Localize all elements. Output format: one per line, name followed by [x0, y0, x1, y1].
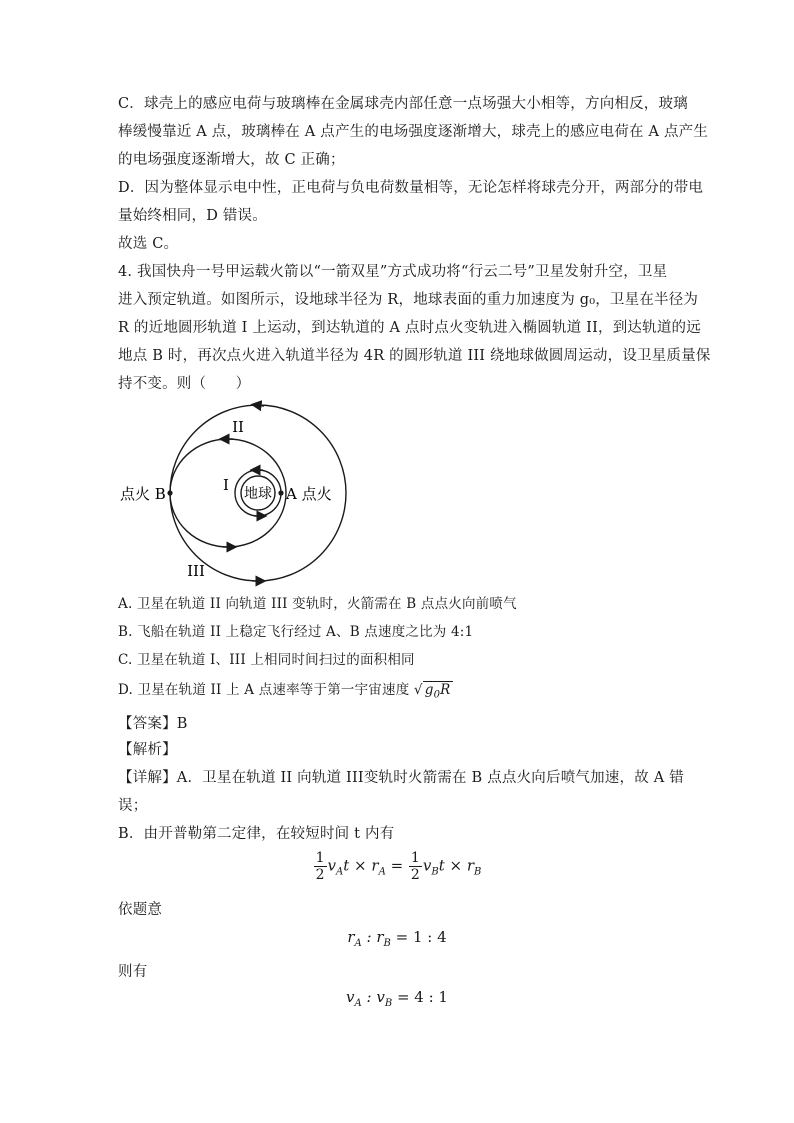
detail-line: 【详解】A．卫星在轨道 II 向轨道 III变轨时火箭需在 B 点点火向后喷气加速，故 A 错: [118, 770, 684, 786]
detail-line: 误；: [118, 798, 148, 814]
option-d-text: D. 卫星在轨道 II 上 A 点速率等于第一宇宙速度: [118, 682, 410, 698]
radius-ratio: $r_A$ : $r_B = 1$ : 4: [347, 928, 447, 949]
text-line: 依题意: [118, 902, 163, 918]
option-b: B. 飞船在轨道 II 上稳定飞行经过 A、B 点速度之比为 4:1: [118, 624, 474, 640]
text-line: C．球壳上的感应电荷与玻璃棒在金属球壳内部任意一点场强大小相等，方向相反，玻璃: [118, 96, 688, 112]
question-line: 持不变。则（ ）: [118, 376, 251, 392]
question-line: 4. 我国快舟一号甲运载火箭以“一箭双星”方式成功将“行云二号”卫星发射升空，卫星: [118, 264, 668, 280]
option-d: [118, 676, 678, 710]
orbit-i-label: I: [223, 476, 229, 494]
option-c: C. 卫星在轨道 I、III 上相同时间扫过的面积相同: [118, 652, 415, 668]
option-a: A. 卫星在轨道 II 向轨道 III 变轨时，火箭需在 B 点点火向前喷气: [118, 596, 517, 612]
point-a-label: A 点火: [286, 485, 332, 503]
text-line: D．因为整体显示电中性，正电荷与负电荷数量相等，无论怎样将球壳分开，两部分的带电: [118, 180, 704, 196]
point-b-dot: [167, 490, 172, 495]
orbit-ii-label: II: [232, 418, 244, 436]
orbit-diagram: [118, 398, 368, 588]
analysis-label: 【解析】: [118, 742, 177, 758]
velocity-ratio: $v_A$ : $v_B = 4$ : 1: [346, 988, 448, 1009]
orbit-iii-arrow-top: [256, 405, 264, 406]
sqrt-g0r: √ $g_0R$: [413, 682, 451, 701]
point-b-label: 点火 B: [120, 485, 166, 503]
question-line: 进入预定轨道。如图所示，设地球半径为 R，地球表面的重力加速度为 g₀，卫星在半径为: [118, 292, 699, 308]
detail-line: B．由开普勒第二定律，在较短时间 t 内有: [118, 826, 395, 842]
text-line: 量始终相同，D 错误。: [118, 208, 267, 224]
text-line: 故选 C。: [118, 236, 179, 252]
text-line: 棒缓慢靠近 A 点，玻璃棒在 A 点产生的电场强度逐渐增大，球壳上的感应电荷在 A 点产生: [118, 124, 709, 140]
text-line: 的电场强度逐渐增大，故 C 正确；: [118, 152, 345, 168]
question-line: R 的近地圆形轨道 I 上运动，到达轨道的 A 点时点火变轨进入椭圆轨道 II，到达轨道的远: [118, 320, 701, 336]
point-a-dot: [278, 490, 283, 495]
orbit-iii-label: III: [187, 562, 205, 580]
answer-label: 【答案】B: [118, 716, 188, 732]
text-line: 则有: [118, 964, 148, 980]
earth-label: 地球: [244, 486, 272, 502]
question-line: 地点 B 时，再次点火进入轨道半径为 4R 的圆形轨道 III 绕地球做圆周运动，设卫星质量保: [118, 348, 711, 364]
kepler-equation: $\frac{1}{2}$ $v_At \times r_A$ = $\frac{1}{2}$ $v_Bt \times r_B$: [315, 850, 482, 883]
